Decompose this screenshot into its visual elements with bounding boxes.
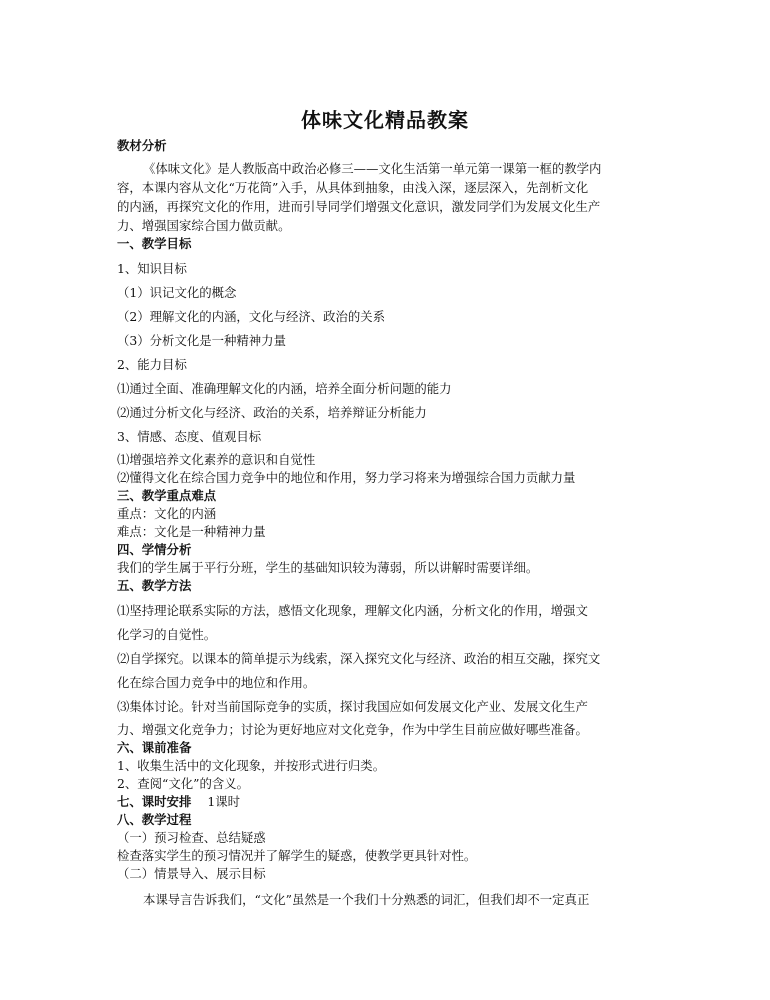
paragraph-line: 力、增强文化竞争力；讨论为更好地应对文化竞争，作为中学生目前应做好哪些准备。 — [117, 722, 588, 737]
paragraph-line: 化在综合国力竞争中的地位和作用。 — [117, 675, 316, 690]
subheading: （一）预习检查、总结疑惑 — [117, 830, 266, 845]
document-title: 体味文化精品教案 — [301, 108, 469, 132]
section-heading-row — [117, 794, 240, 810]
paragraph-line: 本课导言告诉我们，“文化”虽然是一个我们十分熟悉的词汇，但我们却不一定真正 — [143, 892, 590, 907]
section-heading: 四、学情分析 — [117, 542, 192, 557]
section-heading: 一、教学目标 — [117, 236, 192, 251]
list-item: ⑵通过分析文化与经济、政治的关系，培养辩证分析能力 — [117, 405, 427, 420]
section-heading: 三、教学重点难点 — [117, 488, 217, 503]
subheading: 1、知识目标 — [117, 261, 187, 276]
subheading: （二）情景导入、展示目标 — [117, 866, 266, 881]
section-heading: 七、课时安排 — [117, 794, 192, 809]
paragraph-line: 的内涵，再探究文化的作用，进而引导同学们增强文化意识，激发同学们为发展文化生产 — [117, 199, 601, 214]
paragraph-line: 我们的学生属于平行分班，学生的基础知识较为薄弱，所以讲解时需要详细。 — [117, 560, 539, 575]
list-item: ⑴通过全面、准确理解文化的内涵，培养全面分析问题的能力 — [117, 381, 452, 396]
section-heading: 六、课前准备 — [117, 740, 192, 755]
paragraph-line: ⑶集体讨论。针对当前国际竞争的实质，探讨我国应如何发展文化产业、发展文化生产 — [117, 699, 588, 714]
section-heading: 教材分析 — [117, 138, 167, 153]
section-heading: 八、教学过程 — [117, 812, 192, 827]
list-item: 2、查阅“文化”的含义。 — [117, 776, 250, 791]
paragraph-line: 检查落实学生的预习情况并了解学生的疑惑，使教学更具针对性。 — [117, 848, 477, 863]
paragraph-line: ⑴坚持理论联系实际的方法，感悟文化现象，理解文化内涵，分析文化的作用，增强文 — [117, 603, 588, 618]
paragraph-line: 容，本课内容从文化“万花筒”入手，从具体到抽象，由浅入深，逐层深入，先剖析文化 — [117, 180, 589, 195]
list-item: ⑵懂得文化在综合国力竞争中的地位和作用，努力学习将来为增强综合国力贡献力量 — [117, 470, 576, 485]
subheading: 2、能力目标 — [117, 357, 187, 372]
list-item: ⑴增强培养文化素养的意识和自觉性 — [117, 452, 316, 467]
list-item: 1、收集生活中的文化现象，并按形式进行归类。 — [117, 758, 386, 773]
paragraph-line: 《体味文化》是人教版高中政治必修三——文化生活第一单元第一课第一框的教学内 — [143, 161, 602, 176]
list-item: （3）分析文化是一种精神力量 — [117, 333, 286, 348]
lesson-count: 1课时 — [207, 794, 241, 809]
list-item: （1）识记文化的概念 — [117, 285, 237, 300]
list-item: （2）理解文化的内涵，文化与经济、政治的关系 — [117, 309, 386, 324]
paragraph-line: 力、增强国家综合国力做贡献。 — [117, 218, 291, 233]
paragraph-line: 化学习的自觉性。 — [117, 627, 217, 642]
paragraph-line: 难点：文化是一种精神力量 — [117, 524, 266, 539]
section-heading: 五、教学方法 — [117, 578, 192, 593]
paragraph-line: 重点：文化的内涵 — [117, 506, 217, 521]
paragraph-line: ⑵自学探究。以课本的简单提示为线索，深入探究文化与经济、政治的相互交融，探究文 — [117, 651, 601, 666]
subheading: 3、情感、态度、值观目标 — [117, 429, 262, 444]
